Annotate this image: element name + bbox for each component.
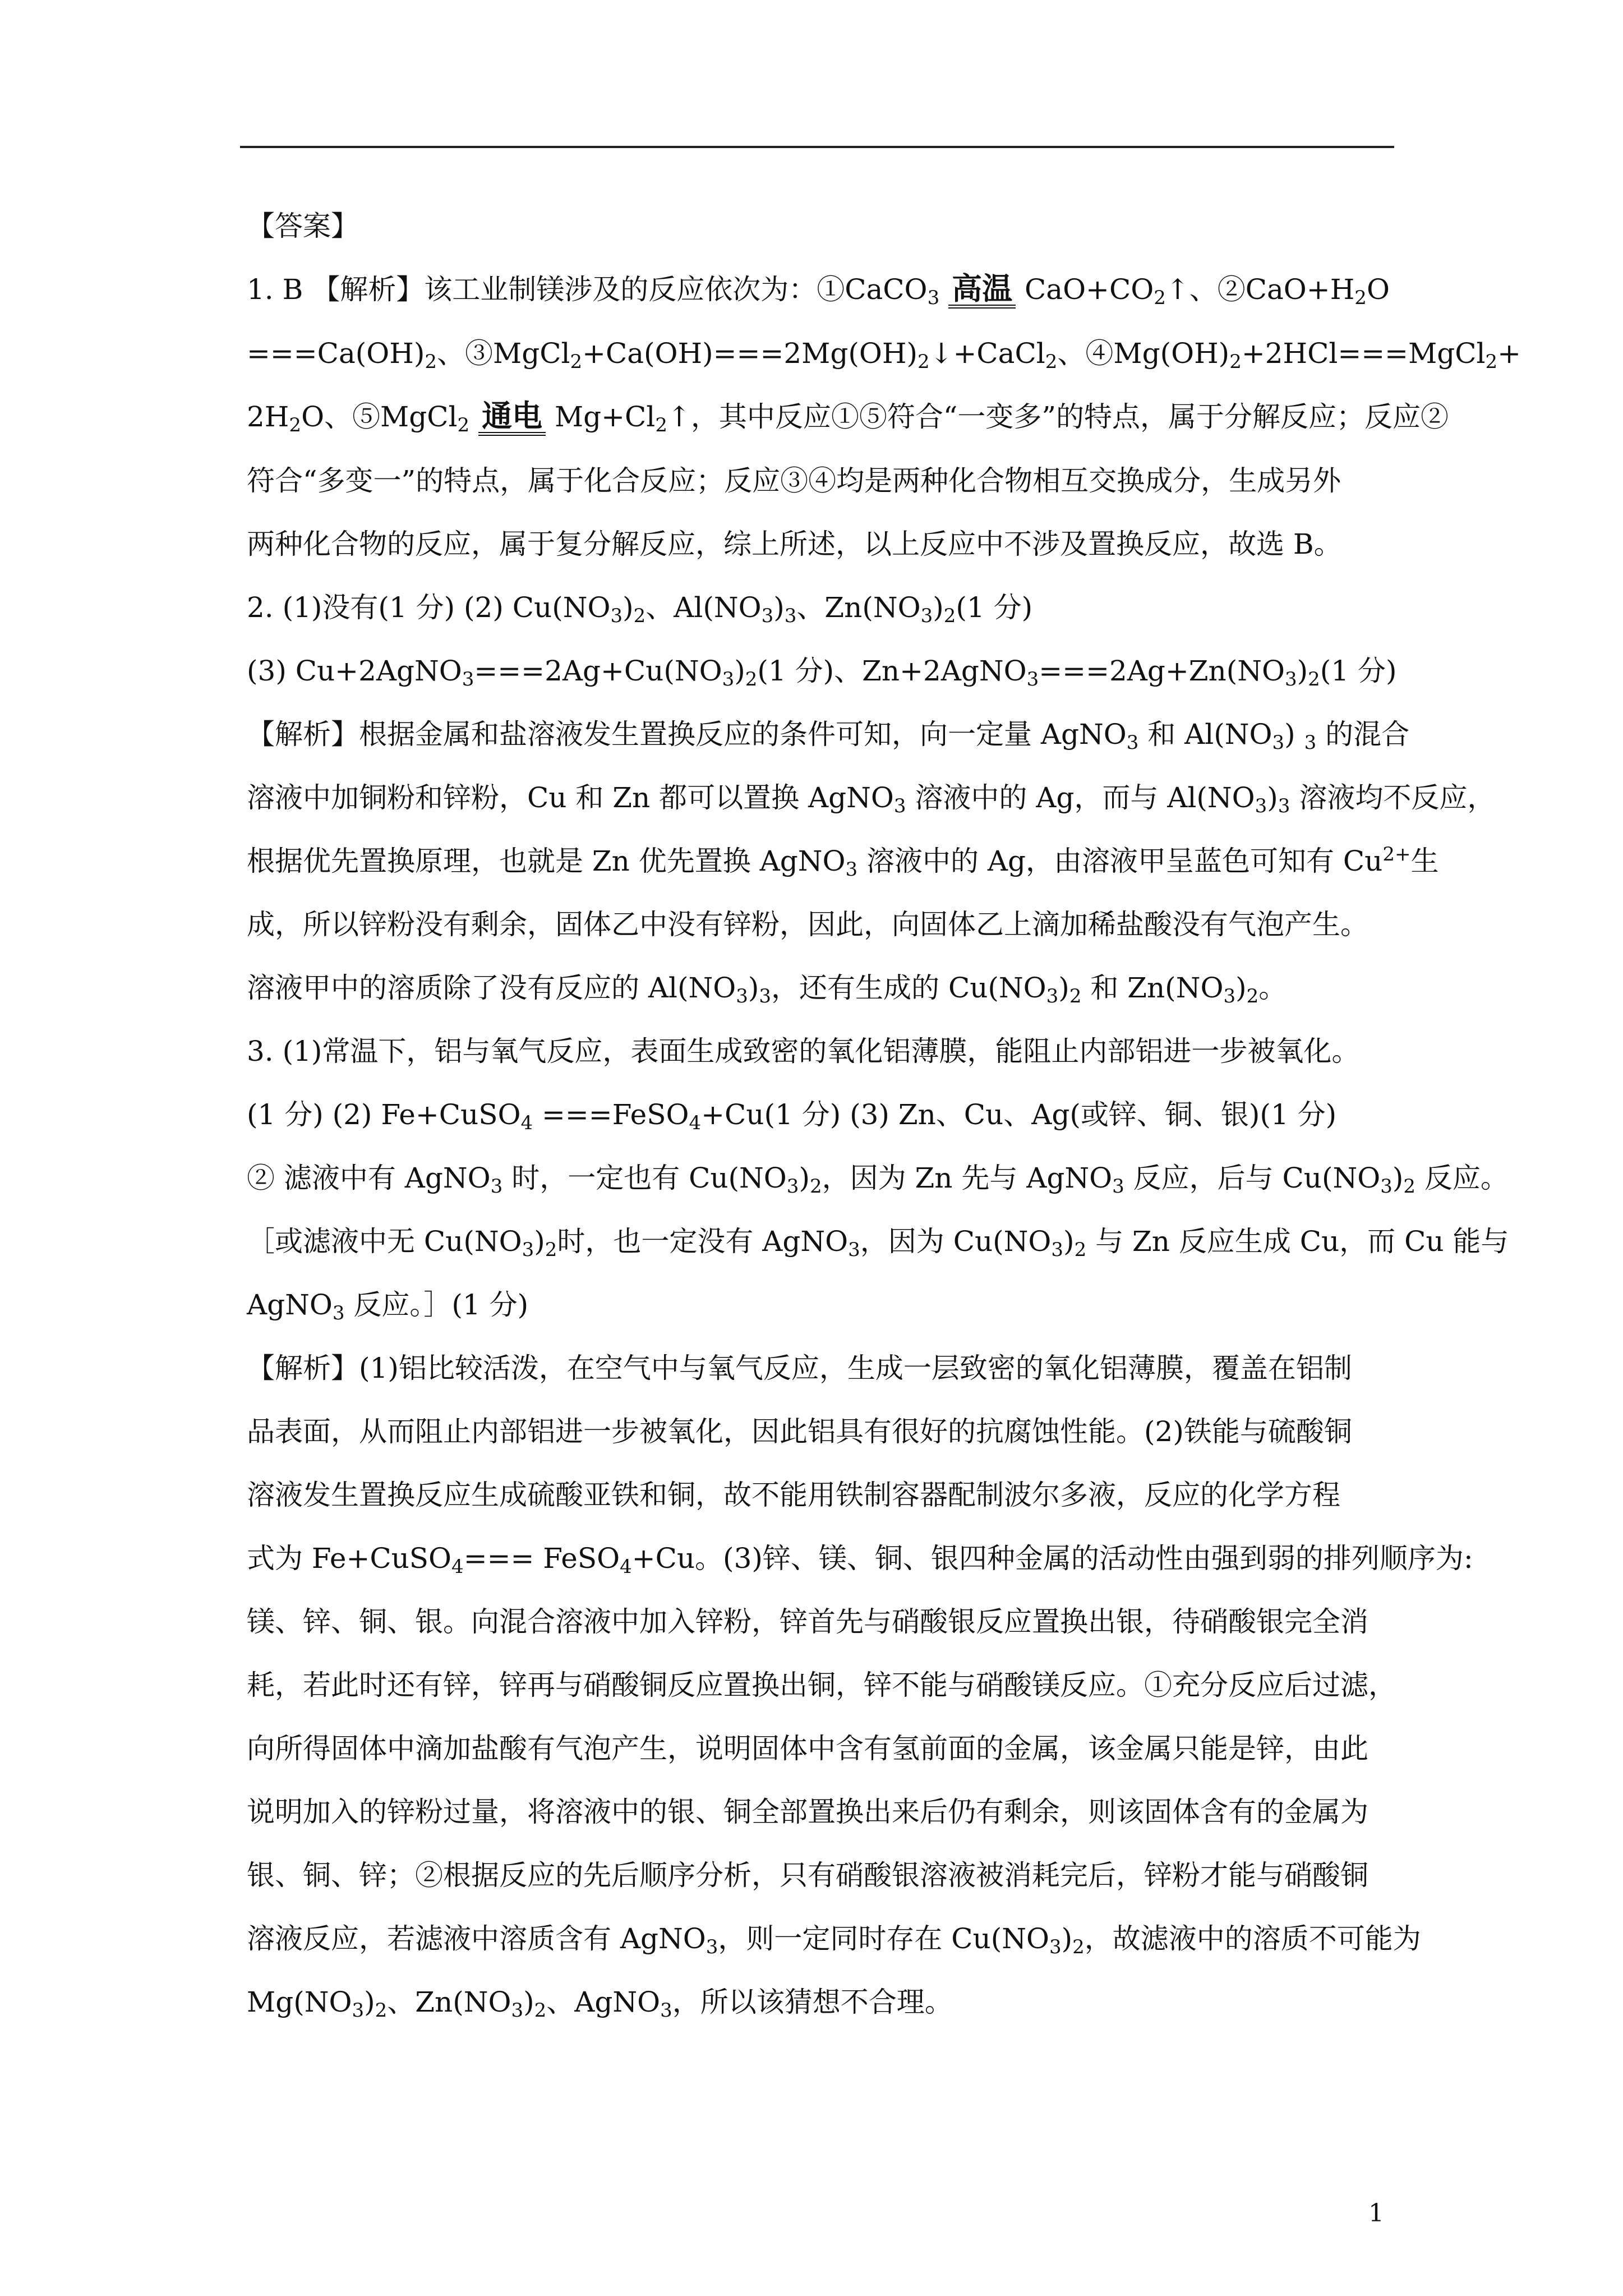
superscript: 2+: [1382, 843, 1411, 866]
text-run: O、⑤MgCl: [301, 401, 458, 433]
subscript: 2: [534, 1999, 547, 2022]
text-run: ): [523, 1986, 534, 2018]
subscript: 3: [332, 1302, 345, 1324]
reaction-condition: 高温: [948, 272, 1016, 309]
subscript: 2: [809, 1175, 822, 1198]
text-line: [247, 271, 1391, 309]
text-run: ): [1297, 655, 1308, 687]
text-run: 3. (1)常温下，铝与氧气反应，表面生成致密的氧化铝薄膜，能阻止内部铝进一步被氧化。: [247, 1035, 1360, 1068]
subscript: 2: [633, 605, 646, 627]
text-run: ): [933, 591, 944, 624]
text-run: 溶液中加铜粉和锌粉，Cu 和 Zn 都可以置换 AgNO: [247, 781, 894, 814]
text-run: ，所以该猜想不合理。: [672, 1986, 953, 2018]
text-run: +Ca(OH)===2Mg(OH): [582, 337, 917, 370]
subscript: 2: [1072, 1936, 1085, 1958]
subscript: 3: [786, 1175, 799, 1198]
subscript: 3: [784, 605, 797, 627]
subscript: 3: [1304, 731, 1317, 754]
text-run: 成，所以锌粉没有剩余，固体乙中没有锌粉，因此，向固体乙上滴加稀盐酸没有气泡产生。: [247, 908, 1368, 941]
subscript: 3: [845, 858, 858, 881]
subscript: 2: [1074, 1239, 1087, 1261]
text-line: [247, 1096, 1391, 1133]
text-run: 两种化合物的反应，属于复分解反应，综上所述，以上反应中不涉及置换反应，故选 B。: [247, 528, 1342, 560]
text-run: ): [799, 1162, 810, 1194]
text-run: 2. (1)没有(1 分) (2) Cu(NO: [247, 591, 611, 624]
text-run: 和 Zn(NO: [1081, 972, 1224, 1004]
text-run: ，还有生成的 Cu(NO: [771, 972, 1046, 1004]
text-run: (1 分): [1320, 655, 1397, 687]
text-line: [247, 1603, 1391, 1640]
subscript: 3: [848, 1239, 860, 1261]
text-line: [247, 1667, 1396, 1704]
text-line: [247, 462, 1391, 499]
subscript: 3: [522, 1239, 534, 1261]
text-run: 和 Al(NO: [1138, 718, 1272, 751]
subscript: 3: [660, 1999, 672, 2022]
subscript: 3: [927, 287, 940, 309]
text-run: ): [734, 655, 745, 687]
subscript: 2: [917, 351, 930, 373]
subscript: 2: [1354, 287, 1367, 309]
text-run: 溶液均不反应，: [1290, 781, 1496, 814]
text-run: 银、铜、锌；②根据反应的先后顺序分析，只有硝酸银溶液被消耗完后，锌粉才能与硝酸铜: [247, 1859, 1368, 1892]
text-run: 、AgNO: [546, 1986, 661, 2018]
text-run: ，因为 Zn 先与 AgNO: [822, 1162, 1113, 1194]
subscript: 3: [1126, 731, 1139, 754]
text-run: 与 Zn 反应生成 Cu，而 Cu 能与: [1086, 1225, 1509, 1258]
text-run: 。: [1258, 972, 1287, 1004]
subscript: 3: [920, 605, 933, 627]
text-run: 符合“多变一”的特点，属于化合反应；反应③④均是两种化合物相互交换成分，生成另外: [247, 464, 1341, 497]
text-line: [247, 779, 1496, 817]
text-run: ，则一定同时存在 Cu(NO: [718, 1922, 1049, 1955]
text-run: 镁、锌、铜、银。向混合溶液中加入锌粉，锌首先与硝酸银反应置换出银，待硝酸银完全消: [247, 1605, 1368, 1638]
text-run: 、Zn(NO: [387, 1986, 511, 2018]
text-run: (1 分)、Zn+2AgNO: [757, 655, 1027, 687]
text-run: === FeSO: [463, 1542, 620, 1575]
text-line: [247, 1223, 1509, 1261]
text-line: [247, 1984, 1391, 2021]
text-run: 2H: [247, 401, 289, 433]
reaction-condition: 通电: [478, 399, 546, 436]
subscript: 2: [570, 351, 583, 373]
text-run: ===2Ag+Zn(NO: [1039, 655, 1285, 687]
subscript: 2: [1485, 351, 1498, 373]
text-run: ): [1284, 718, 1304, 751]
subscript: 3: [490, 1175, 503, 1198]
text-line: [247, 906, 1391, 943]
text-run: ): [1063, 1225, 1075, 1258]
text-run: CaO+CO: [1016, 273, 1154, 306]
text-line: [247, 1730, 1391, 1767]
text-line: [247, 335, 1521, 373]
text-line: [247, 969, 1391, 1006]
text-run: 溶液中的 Ag，而与 Al(NO: [906, 781, 1255, 814]
text-run: (1 分): [956, 591, 1033, 624]
text-line: [247, 1857, 1391, 1894]
text-line: [247, 1286, 1391, 1323]
text-run: Mg(NO: [247, 1986, 352, 2018]
subscript: 3: [1380, 1175, 1393, 1198]
text-run: ): [1058, 972, 1069, 1004]
text-run: [469, 401, 478, 433]
text-line: [247, 652, 1397, 691]
subscript: 2: [745, 668, 758, 691]
text-run: (3) Cu+2AgNO: [247, 655, 462, 687]
text-run: +Cu(1 分) (3) Zn、Cu、Ag(或锌、铜、银)(1 分): [701, 1098, 1337, 1131]
text-run: (1 分) (2) Fe+CuSO: [247, 1098, 521, 1131]
subscript: 2: [1403, 1175, 1416, 1198]
subscript: 2: [1154, 287, 1166, 309]
text-run: ↓+CaCl: [929, 337, 1045, 370]
text-run: +Cu。(3)锌、镁、铜、银四种金属的活动性由强到弱的排列顺序为:: [631, 1542, 1473, 1575]
text-run: 反应。］(1 分): [344, 1289, 529, 1321]
text-run: 反应，后与 Cu(NO: [1124, 1162, 1381, 1194]
subscript: 3: [462, 668, 474, 691]
subscript: 2: [545, 1239, 557, 1261]
answer-content: [247, 208, 1521, 2047]
text-run: 时，也一定没有 AgNO: [557, 1225, 849, 1258]
text-line: [247, 843, 1439, 881]
subscript: 3: [706, 1936, 718, 1958]
text-run: ===Ca(OH): [247, 337, 425, 370]
subscript: 3: [511, 1999, 524, 2022]
text-line: [247, 589, 1391, 626]
subscript: 3: [759, 985, 772, 1007]
text-run: 根据优先置换原理，也就是 Zn 优先置换 AgNO: [247, 845, 846, 877]
text-run: 时，一定也有 Cu(NO: [502, 1162, 787, 1194]
subscript: 3: [1026, 668, 1039, 691]
text-run: 式为 Fe+CuSO: [247, 1542, 452, 1575]
subscript: 3: [1284, 668, 1297, 691]
subscript: 2: [1229, 351, 1242, 373]
subscript: 2: [289, 414, 302, 436]
text-run: 、④Mg(OH): [1057, 337, 1230, 370]
text-run: ↑，其中反应①⑤符合“一变多”的特点，属于分解反应；反应②: [667, 401, 1449, 433]
text-run: ↑、②CaO+H: [1165, 273, 1355, 306]
text-run: [939, 273, 948, 306]
text-run: 向所得固体中滴加盐酸有气泡产生，说明固体中含有氢前面的金属，该金属只能是锌，由此: [247, 1732, 1368, 1765]
text-run: 品表面，从而阻止内部铝进一步被氧化，因此铝具有很好的抗腐蚀性能。(2)铁能与硫酸铜: [247, 1415, 1352, 1448]
text-run: ): [1392, 1162, 1404, 1194]
text-run: ): [748, 972, 759, 1004]
text-run: +2HCl===MgCl: [1241, 337, 1486, 370]
subscript: 4: [620, 1556, 632, 1578]
text-run: ): [1235, 972, 1247, 1004]
subscript: 3: [736, 985, 748, 1007]
text-line: [247, 1159, 1509, 1198]
text-run: 溶液反应，若滤液中溶质含有 AgNO: [247, 1922, 706, 1955]
text-run: ): [534, 1225, 545, 1258]
text-run: ): [773, 591, 785, 624]
answer-lines: [247, 270, 1521, 2022]
text-run: 溶液甲中的溶质除了没有反应的 Al(NO: [247, 972, 736, 1004]
text-run: 说明加入的锌粉过量，将溶液中的银、铜全部置换出来后仍有剩余，则该固体含有的金属为: [247, 1796, 1368, 1828]
text-run: 反应。: [1415, 1162, 1509, 1194]
text-run: 溶液发生置换反应生成硫酸亚铁和铜，故不能用铁制容器配制波尔多液，反应的化学方程: [247, 1479, 1340, 1511]
text-run: 【解析】(1)铝比较活泼，在空气中与氧气反应，生成一层致密的氧化铝薄膜，覆盖在铝制: [247, 1352, 1352, 1384]
subscript: 3: [722, 668, 735, 691]
subscript: 2: [655, 414, 667, 436]
text-run: ② 滤液中有 AgNO: [247, 1162, 491, 1194]
subscript: 2: [1246, 985, 1259, 1007]
text-run: Mg+Cl: [546, 401, 656, 433]
header-rule: [240, 146, 1394, 148]
text-run: ，故滤液中的溶质不可能为: [1084, 1922, 1421, 1955]
text-run: 耗，若此时还有锌，锌再与硝酸铜反应置换出铜，锌不能与硝酸镁反应。①充分反应后过滤，: [247, 1669, 1396, 1701]
text-run: AgNO: [247, 1289, 333, 1321]
subscript: 4: [451, 1556, 464, 1578]
text-run: ): [1061, 1922, 1073, 1955]
text-run: 的混合: [1316, 718, 1410, 751]
subscript: 4: [520, 1112, 533, 1134]
text-run: 【解析】根据金属和盐溶液发生置换反应的条件可知，向一定量 AgNO: [247, 718, 1127, 751]
text-run: 、Zn(NO: [796, 591, 921, 624]
text-run: O: [1366, 273, 1390, 306]
text-line: [247, 1920, 1421, 1958]
text-run: ，因为 Cu(NO: [860, 1225, 1052, 1258]
subscript: 3: [1049, 1936, 1062, 1958]
text-run: ===2Ag+Cu(NO: [474, 655, 722, 687]
text-line: [247, 1793, 1391, 1830]
text-run: 、Al(NO: [645, 591, 762, 624]
page-number: 1: [1368, 2199, 1384, 2228]
text-run: 生: [1410, 845, 1439, 877]
subscript: 3: [893, 795, 906, 817]
text-run: +: [1497, 337, 1521, 370]
subscript: 2: [1045, 351, 1058, 373]
text-run: 溶液中的 Ag，由溶液甲呈蓝色可知有 Cu: [857, 845, 1383, 877]
subscript: 3: [1272, 731, 1285, 754]
subscript: 2: [943, 605, 956, 627]
subscript: 3: [1051, 1239, 1064, 1261]
text-line: [247, 1540, 1473, 1578]
text-run: ): [623, 591, 634, 624]
text-line: [247, 1413, 1391, 1450]
text-run: ［或滤液中无 Cu(NO: [247, 1225, 522, 1258]
text-run: ): [364, 1986, 375, 2018]
subscript: 3: [1046, 985, 1059, 1007]
text-run: 1. B 【解析】该工业制镁涉及的反应依次为：①CaCO: [247, 273, 928, 306]
text-line: [247, 716, 1410, 754]
text-run: ===FeSO: [533, 1098, 689, 1131]
subscript: 3: [1223, 985, 1236, 1007]
subscript: 3: [1112, 1175, 1124, 1198]
subscript: 3: [761, 605, 774, 627]
text-line: [247, 1350, 1391, 1387]
text-line: [247, 398, 1449, 436]
subscript: 2: [1308, 668, 1320, 691]
text-line: [247, 1476, 1391, 1513]
text-line: [247, 526, 1391, 563]
subscript: 4: [689, 1112, 702, 1134]
subscript: 2: [375, 1999, 388, 2022]
text-run: ): [1267, 781, 1278, 814]
subscript: 3: [1255, 795, 1267, 817]
subscript: 3: [610, 605, 623, 627]
subscript: 2: [457, 414, 470, 436]
subscript: 3: [1278, 795, 1290, 817]
subscript: 2: [425, 351, 437, 373]
text-run: 、③MgCl: [437, 337, 570, 370]
answer-heading: 【答案】: [247, 210, 359, 242]
subscript: 3: [352, 1999, 365, 2022]
text-line: [247, 1033, 1391, 1070]
subscript: 2: [1069, 985, 1082, 1007]
